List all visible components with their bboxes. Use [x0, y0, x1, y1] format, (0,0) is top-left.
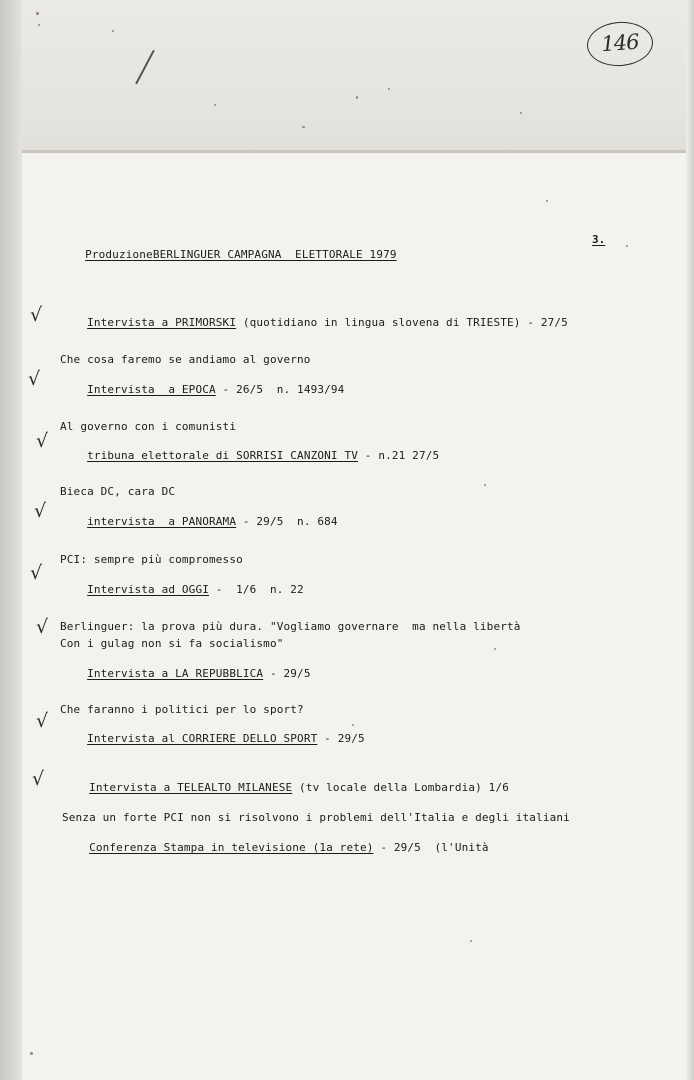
entry-ref: Intervista ad OGGI	[87, 583, 209, 596]
photocopy-speck	[626, 245, 628, 247]
entry-title: Senza un forte PCI non si risolvono i problemi dell'Italia e degli italiani	[62, 811, 570, 824]
entry-primorski	[60, 303, 568, 342]
entry-title: Che faranno i politici per lo sport?	[60, 703, 304, 716]
entry-title: Bieca DC, cara DC	[60, 485, 176, 498]
entry-ref: Conferenza Stampa in televisione (1a rete)	[89, 841, 374, 854]
entry-ref: Intervista al CORRIERE DELLO SPORT	[87, 732, 318, 745]
header-title: BERLINGUER CAMPAGNA ELETTORALE 1979	[152, 248, 397, 261]
entry-title: Che cosa faremo se andiamo al governo	[60, 353, 311, 366]
entry-title: Al governo con i comunisti	[60, 420, 237, 433]
entry-ref: Intervista a PRIMORSKI	[87, 316, 237, 329]
photocopy-speck	[214, 104, 216, 106]
stamp-number: 146	[600, 29, 640, 57]
photocopy-speck	[484, 484, 486, 486]
entry-repubblica	[60, 654, 311, 693]
entry-ref: Intervista a LA REPUBBLICA	[87, 667, 264, 680]
entry-telealto	[62, 768, 509, 807]
check-mark: √	[36, 710, 49, 732]
photocopy-top-band	[0, 0, 694, 152]
photocopy-speck	[356, 96, 358, 99]
entry-title: PCI: sempre più compromesso	[60, 553, 243, 566]
entry-ref-tail: - 26/5 n. 1493/94	[215, 383, 345, 396]
entry-title-continued: Con i gulag non si fa socialismo"	[60, 637, 284, 650]
entry-ref-tail: - 29/5	[317, 732, 365, 745]
header-line	[58, 235, 397, 274]
header-prefix: Produzione	[85, 248, 153, 261]
photocopy-speck	[470, 940, 472, 942]
entry-epoca	[60, 370, 344, 409]
entry-oggi	[60, 570, 304, 609]
entry-ref-tail: - 1/6 n. 22	[209, 583, 304, 596]
check-mark: √	[30, 304, 43, 326]
entry-sorrisi	[60, 436, 439, 475]
entry-ref: tribuna elettorale di SORRISI CANZONI TV	[87, 449, 358, 462]
photocopy-speck	[388, 88, 390, 90]
photocopy-right-edge	[686, 0, 694, 1080]
check-mark: √	[32, 768, 45, 790]
photocopy-speck	[30, 1052, 33, 1055]
entry-ref-tail: - 29/5 (l'Unità	[373, 841, 489, 854]
entry-ref-tail: (tv locale della Lombardia) 1/6	[292, 781, 510, 794]
check-mark: √	[28, 368, 41, 390]
check-mark: √	[36, 430, 49, 452]
entry-panorama	[60, 502, 338, 541]
photocopy-speck	[302, 126, 305, 128]
photocopy-speck	[38, 24, 40, 26]
entry-ref-tail: - n.21 27/5	[358, 449, 440, 462]
entry-corriere	[60, 719, 365, 758]
check-mark: √	[36, 616, 49, 638]
entry-ref-tail: - 29/5	[263, 667, 311, 680]
page-number: 3.	[592, 233, 606, 246]
entry-title: Berlinguer: la prova più dura. "Vogliamo governare ma nella libertà	[60, 620, 521, 633]
photocopy-speck	[112, 30, 114, 32]
photocopy-band-edge	[20, 150, 694, 153]
photocopy-speck	[36, 12, 39, 15]
entry-ref: Intervista a TELEALTO MILANESE	[89, 781, 293, 794]
entry-ref: intervista a PANORAMA	[87, 515, 237, 528]
photocopy-left-edge	[0, 0, 22, 1080]
entry-ref: Intervista a EPOCA	[87, 383, 216, 396]
photocopy-speck	[546, 200, 548, 202]
entry-ref-tail: - 29/5 n. 684	[236, 515, 338, 528]
check-mark: √	[34, 500, 47, 522]
check-mark: √	[30, 562, 43, 584]
photocopy-speck	[520, 112, 522, 114]
photocopy-speck	[494, 648, 496, 650]
entry-conferenza	[62, 828, 489, 867]
entry-ref-tail: (quotidiano in lingua slovena di TRIESTE) - 27/5	[236, 316, 568, 329]
